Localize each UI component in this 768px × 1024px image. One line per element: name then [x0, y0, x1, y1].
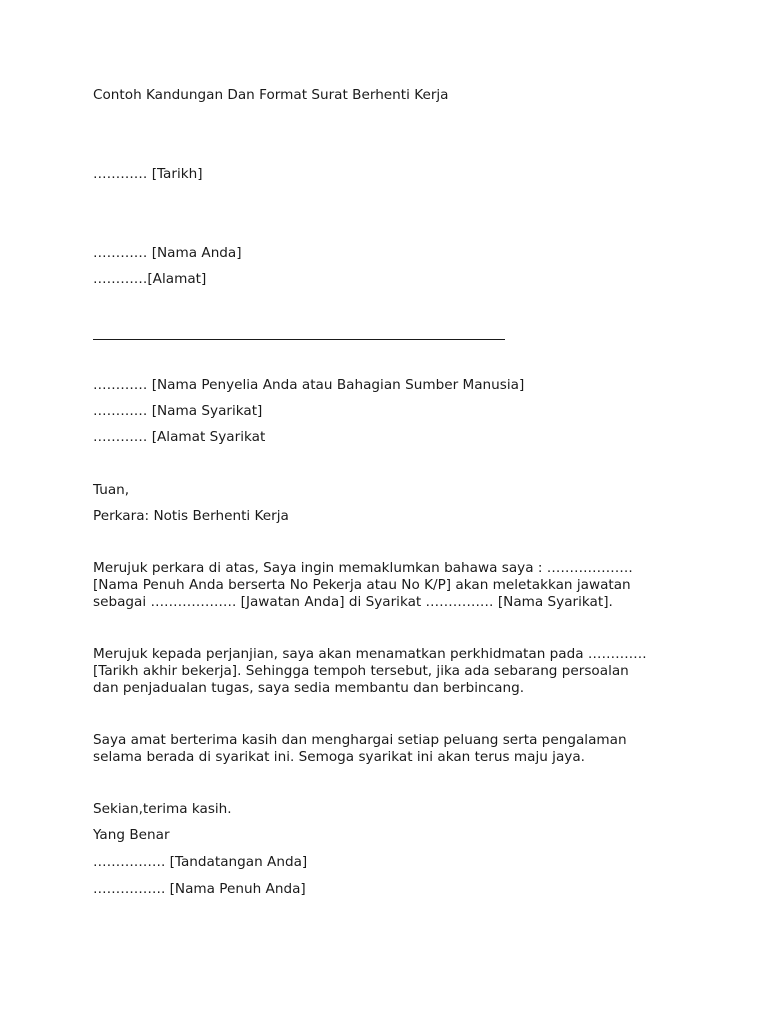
date-line: ………… [Tarikh]: [93, 166, 203, 182]
recipient-company-line: ………… [Nama Syarikat]: [93, 403, 263, 419]
signoff-line: Yang Benar: [93, 827, 170, 843]
paragraph-agreement: [93, 646, 693, 698]
sender-address-line: …………[Alamat]: [93, 271, 207, 287]
subject-line: Perkara: Notis Berhenti Kerja: [93, 508, 289, 524]
signature-line: ……………. [Tandatangan Anda]: [93, 854, 308, 870]
separator-rule: [93, 339, 505, 340]
paragraph-line: dan penjadualan tugas, saya sedia membantu dan berbincang.: [93, 680, 525, 697]
sender-name-line: ………… [Nama Anda]: [93, 245, 242, 261]
paragraph-thanks: [93, 732, 693, 766]
paragraph-line: [Nama Penuh Anda berserta No Pekerja atau No K/P] akan meletakkan jawatan: [93, 577, 631, 594]
paragraph-line: Saya amat berterima kasih dan menghargai setiap peluang serta pengalaman: [93, 732, 627, 748]
recipient-supervisor-line: ………… [Nama Penyelia Anda atau Bahagian Sumber Manusia]: [93, 377, 525, 393]
paragraph-line: [Tarikh akhir bekerja]. Sehingga tempoh tersebut, jika ada sebarang persoalan: [93, 663, 629, 680]
document-title: Contoh Kandungan Dan Format Surat Berhenti Kerja: [93, 87, 449, 103]
recipient-address-line: ………… [Alamat Syarikat: [93, 429, 266, 445]
paragraph-line: selama berada di syarikat ini. Semoga syarikat ini akan terus maju jaya.: [93, 749, 585, 766]
fullname-line: ……………. [Nama Penuh Anda]: [93, 881, 306, 897]
salutation: Tuan,: [93, 482, 130, 498]
closing-line: Sekian,terima kasih.: [93, 801, 232, 817]
paragraph-line: sebagai ………………. [Jawatan Anda] di Syarikat …………… [Nama Syarikat].: [93, 594, 613, 611]
paragraph-line: Merujuk kepada perjanjian, saya akan menamatkan perkhidmatan pada ………….: [93, 646, 647, 662]
paragraph-intro: [93, 560, 693, 612]
paragraph-line: Merujuk perkara di atas, Saya ingin memaklumkan bahawa saya : ……………….: [93, 560, 633, 576]
